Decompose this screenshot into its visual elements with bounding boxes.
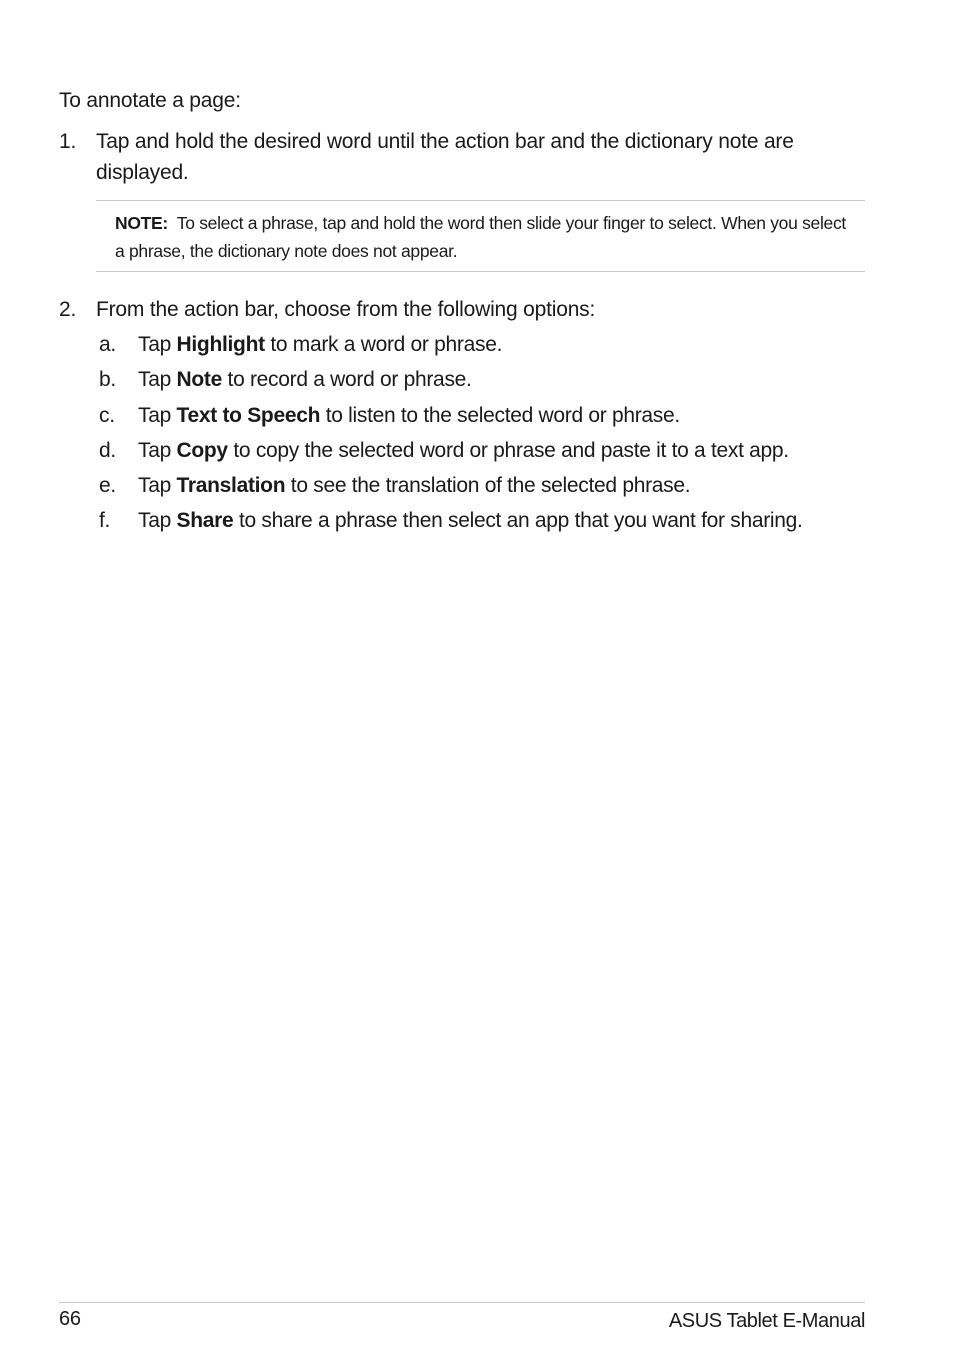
note-paragraph	[115, 209, 855, 265]
option-body	[138, 435, 789, 466]
option-translation	[99, 470, 899, 505]
option-rest: to mark a word or phrase.	[270, 333, 503, 356]
option-prefix: Tap	[138, 333, 171, 356]
step-2	[59, 294, 879, 325]
option-term: Highlight	[176, 333, 265, 356]
option-share	[99, 505, 899, 540]
option-letter: d.	[99, 438, 116, 462]
option-text-to-speech	[99, 400, 899, 435]
option-body	[138, 505, 803, 536]
option-letter: e.	[99, 474, 116, 498]
option-rest: to see the translation of the selected phrase.	[290, 474, 691, 498]
option-highlight	[99, 329, 899, 364]
option-rest: to share a phrase then select an app that you want for sharing.	[238, 509, 803, 533]
option-prefix: Tap	[138, 509, 171, 533]
option-letter: c.	[99, 403, 115, 427]
option-prefix: Tap	[138, 438, 171, 462]
option-rest: to copy the selected word or phrase and paste it to a text app.	[233, 438, 789, 462]
note-label: NOTE:	[115, 213, 168, 233]
note-text: To select a phrase, tap and hold the word then slide your finger to select. When you select a phrase, the dictionary note does not appear.	[115, 213, 846, 261]
footer-divider	[59, 1302, 865, 1303]
option-note	[99, 364, 899, 399]
step-number: 2.	[59, 298, 77, 321]
option-body	[138, 364, 472, 395]
option-rest: to record a word or phrase.	[227, 368, 472, 392]
note-box	[96, 200, 865, 272]
option-letter: b.	[99, 368, 116, 392]
option-body	[138, 400, 680, 431]
step-text: From the action bar, choose from the following options:	[96, 298, 596, 321]
option-term: Share	[176, 509, 234, 533]
option-term: Note	[176, 368, 222, 392]
option-rest: to listen to the selected word or phrase.	[325, 403, 680, 427]
intro-text: To annotate a page:	[59, 89, 241, 112]
option-copy	[99, 435, 899, 470]
manual-title: ASUS Tablet E-Manual	[668, 1310, 865, 1332]
option-term: Copy	[176, 438, 228, 462]
option-prefix: Tap	[138, 474, 171, 498]
option-body	[138, 470, 690, 501]
page-number: 66	[59, 1308, 81, 1330]
step-text: Tap and hold the desired word until the action bar and the dictionary note are displayed.	[96, 130, 794, 184]
option-body	[138, 329, 502, 360]
option-term: Text to Speech	[176, 403, 321, 427]
option-letter: a.	[99, 333, 116, 356]
option-prefix: Tap	[138, 368, 171, 392]
step-1	[59, 126, 879, 188]
options-list	[99, 329, 899, 541]
option-letter: f.	[99, 509, 111, 533]
step-number: 1.	[59, 130, 77, 153]
option-term: Translation	[176, 474, 286, 498]
option-prefix: Tap	[138, 403, 171, 427]
